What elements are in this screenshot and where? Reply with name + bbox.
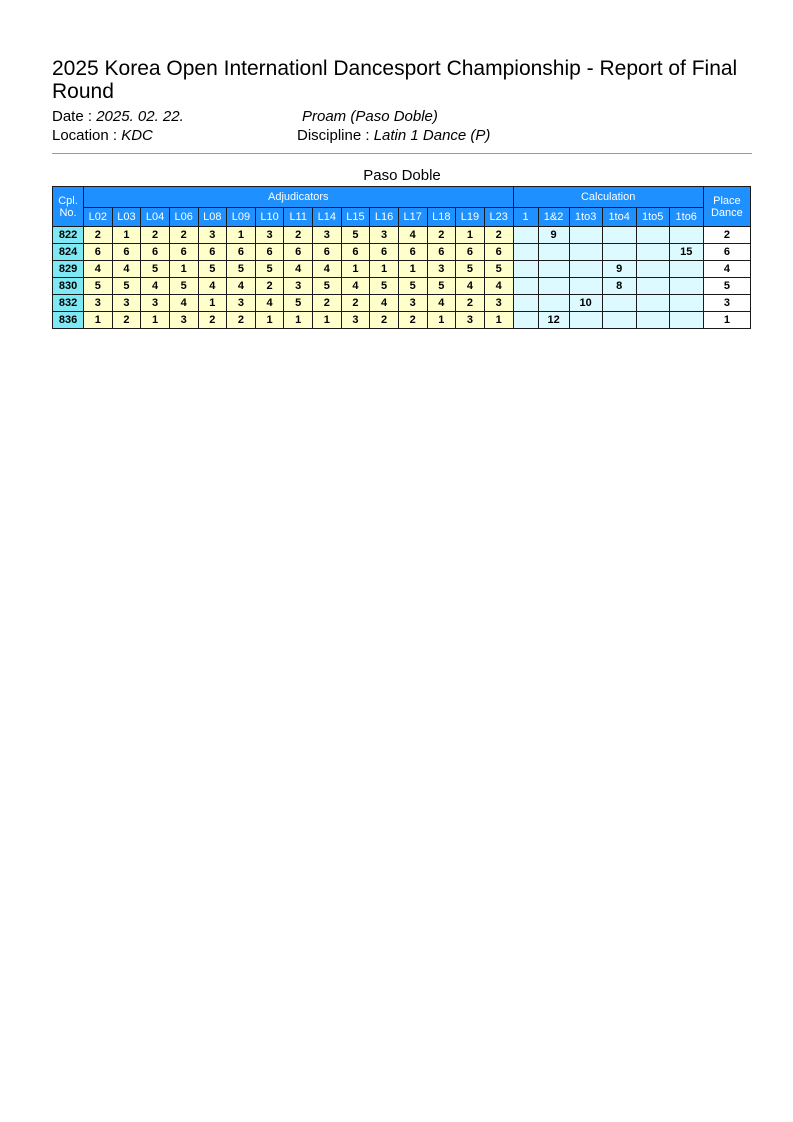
adjudicator-mark: 4 [141, 278, 170, 295]
adjudicator-mark: 2 [341, 295, 370, 312]
adjudicator-mark: 6 [284, 244, 313, 261]
calculation-cell [513, 278, 538, 295]
calculation-cell [636, 227, 669, 244]
calculation-cell: 9 [538, 227, 569, 244]
adjudicator-mark: 6 [112, 244, 141, 261]
adjudicator-mark: 3 [370, 227, 399, 244]
adjudicator-mark: 2 [84, 227, 113, 244]
results-table [52, 186, 751, 329]
adjudicator-header-l15: L15 [341, 208, 370, 227]
calculation-cell: 10 [569, 295, 602, 312]
adjudicator-mark: 2 [255, 278, 284, 295]
adjudicator-header-l17: L17 [398, 208, 427, 227]
adjudicator-mark: 2 [112, 312, 141, 329]
calculation-cell [538, 244, 569, 261]
couple-number: 832 [53, 295, 84, 312]
couple-row [53, 244, 751, 261]
calculation-cell [636, 312, 669, 329]
place-dance: 6 [703, 244, 750, 261]
calculation-cell [569, 244, 602, 261]
calc-column-header: 1 [513, 208, 538, 227]
adjudicator-mark: 4 [341, 278, 370, 295]
couple-row [53, 312, 751, 329]
adjudicator-mark: 3 [484, 295, 513, 312]
adjudicator-mark: 2 [198, 312, 227, 329]
adjudicator-mark: 5 [227, 261, 256, 278]
couple-row [53, 261, 751, 278]
calculation-cell: 8 [602, 278, 636, 295]
adjudicator-mark: 5 [341, 227, 370, 244]
calc-column-header: 1to4 [602, 208, 636, 227]
adjudicator-header-l23: L23 [484, 208, 513, 227]
adjudicator-header-l11: L11 [284, 208, 313, 227]
calculation-cell [513, 312, 538, 329]
adjudicator-mark: 1 [427, 312, 456, 329]
adjudicator-mark: 5 [456, 261, 485, 278]
calc-column-header: 1to3 [569, 208, 602, 227]
adjudicator-mark: 6 [484, 244, 513, 261]
adjudicator-mark: 3 [313, 227, 342, 244]
adjudicator-mark: 1 [141, 312, 170, 329]
adjudicator-mark: 6 [427, 244, 456, 261]
place-dance: 1 [703, 312, 750, 329]
calculation-cell [538, 261, 569, 278]
adjudicator-mark: 2 [284, 227, 313, 244]
adjudicator-mark: 4 [313, 261, 342, 278]
date-value: 2025. 02. 22. [96, 108, 184, 125]
calculation-cell [602, 244, 636, 261]
discipline-line [297, 127, 490, 145]
calculation-cell [669, 295, 703, 312]
adjudicator-mark: 3 [341, 312, 370, 329]
calculation-cell [602, 312, 636, 329]
adjudicator-mark: 5 [398, 278, 427, 295]
adjudicator-mark: 1 [84, 312, 113, 329]
couple-row [53, 227, 751, 244]
adjudicator-mark: 6 [341, 244, 370, 261]
discipline-label: Discipline : [297, 127, 370, 144]
adjudicator-mark: 2 [456, 295, 485, 312]
adjudicator-mark: 6 [227, 244, 256, 261]
calculation-cell [602, 227, 636, 244]
calculation-cell: 15 [669, 244, 703, 261]
event-name: Proam (Paso Doble) [302, 108, 438, 125]
adjudicator-mark: 6 [313, 244, 342, 261]
calc-column-header: 1&2 [538, 208, 569, 227]
adjudicator-mark: 1 [456, 227, 485, 244]
adjudicator-mark: 5 [313, 278, 342, 295]
couple-row [53, 278, 751, 295]
calculation-cell [636, 244, 669, 261]
adjudicator-mark: 6 [255, 244, 284, 261]
adjudicator-mark: 3 [112, 295, 141, 312]
adjudicator-mark: 1 [313, 312, 342, 329]
adjudicator-mark: 5 [169, 278, 198, 295]
couple-number: 824 [53, 244, 84, 261]
adjudicator-mark: 5 [84, 278, 113, 295]
location-label: Location : [52, 127, 118, 144]
adjudicator-mark: 6 [198, 244, 227, 261]
adjudicator-mark: 2 [427, 227, 456, 244]
adjudicators-header: Adjudicators [84, 187, 514, 208]
calc-column-header: 1to6 [669, 208, 703, 227]
place-header-line2: Dance [710, 206, 743, 219]
adjudicator-mark: 2 [398, 312, 427, 329]
adjudicator-mark: 3 [456, 312, 485, 329]
adjudicator-mark: 4 [198, 278, 227, 295]
adjudicator-header-l10: L10 [255, 208, 284, 227]
place-header-line1: Place [713, 194, 741, 207]
adjudicator-mark: 4 [484, 278, 513, 295]
adjudicator-mark: 4 [227, 278, 256, 295]
adjudicator-mark: 1 [284, 312, 313, 329]
adjudicator-mark: 5 [141, 261, 170, 278]
couple-number: 836 [53, 312, 84, 329]
calculation-cell [513, 227, 538, 244]
adjudicator-mark: 1 [227, 227, 256, 244]
place-dance: 2 [703, 227, 750, 244]
adjudicator-header-l04: L04 [141, 208, 170, 227]
adjudicator-mark: 2 [484, 227, 513, 244]
adjudicator-mark: 2 [169, 227, 198, 244]
calc-column-header: 1to5 [636, 208, 669, 227]
adjudicator-header-l16: L16 [370, 208, 399, 227]
adjudicator-mark: 6 [141, 244, 170, 261]
place-header [703, 187, 750, 227]
adjudicator-mark: 1 [198, 295, 227, 312]
place-dance: 5 [703, 278, 750, 295]
report-title: 2025 Korea Open Internationl Dancesport Championship - Report of Final Round [52, 57, 738, 103]
adjudicator-mark: 3 [84, 295, 113, 312]
adjudicator-mark: 5 [427, 278, 456, 295]
adjudicator-mark: 2 [370, 312, 399, 329]
calculation-cell: 12 [538, 312, 569, 329]
adjudicator-mark: 1 [169, 261, 198, 278]
adjudicator-header-l18: L18 [427, 208, 456, 227]
adjudicator-mark: 5 [198, 261, 227, 278]
adjudicator-header-l03: L03 [112, 208, 141, 227]
adjudicator-mark: 3 [169, 312, 198, 329]
adjudicator-mark: 1 [484, 312, 513, 329]
location-line [52, 127, 153, 145]
adjudicator-mark: 5 [370, 278, 399, 295]
calculation-header: Calculation [513, 187, 703, 208]
adjudicator-mark: 6 [169, 244, 198, 261]
adjudicator-header-l06: L06 [169, 208, 198, 227]
calculation-cell: 9 [602, 261, 636, 278]
calculation-cell [669, 261, 703, 278]
adjudicator-mark: 2 [313, 295, 342, 312]
adjudicator-mark: 6 [84, 244, 113, 261]
calculation-cell [538, 278, 569, 295]
adjudicator-mark: 5 [284, 295, 313, 312]
discipline-value: Latin 1 Dance (P) [373, 127, 491, 144]
adjudicator-header-l09: L09 [227, 208, 256, 227]
adjudicator-mark: 1 [341, 261, 370, 278]
calculation-cell [513, 295, 538, 312]
adjudicator-header-l14: L14 [313, 208, 342, 227]
couple-number: 830 [53, 278, 84, 295]
adjudicator-mark: 4 [284, 261, 313, 278]
calculation-cell [569, 261, 602, 278]
calculation-cell [569, 312, 602, 329]
adjudicator-mark: 3 [255, 227, 284, 244]
cpl-header [53, 187, 84, 227]
couple-number: 829 [53, 261, 84, 278]
cpl-header-line2: No. [59, 206, 77, 219]
event-line [302, 108, 438, 126]
adjudicator-header-l19: L19 [456, 208, 485, 227]
place-dance: 4 [703, 261, 750, 278]
adjudicator-mark: 4 [427, 295, 456, 312]
dance-title: Paso Doble [363, 167, 441, 184]
adjudicator-mark: 5 [484, 261, 513, 278]
location-value: KDC [121, 127, 153, 144]
adjudicator-mark: 4 [112, 261, 141, 278]
adjudicator-mark: 4 [398, 227, 427, 244]
adjudicator-mark: 3 [227, 295, 256, 312]
adjudicator-header-l08: L08 [198, 208, 227, 227]
results-body [53, 227, 751, 329]
calculation-cell [636, 278, 669, 295]
adjudicator-mark: 4 [255, 295, 284, 312]
couple-row [53, 295, 751, 312]
adjudicator-mark: 3 [427, 261, 456, 278]
adjudicator-mark: 4 [169, 295, 198, 312]
calculation-cell [669, 227, 703, 244]
adjudicator-mark: 5 [255, 261, 284, 278]
calculation-cell [636, 261, 669, 278]
adjudicator-mark: 1 [398, 261, 427, 278]
adjudicator-mark: 2 [141, 227, 170, 244]
calculation-cell [513, 261, 538, 278]
adjudicator-mark: 1 [112, 227, 141, 244]
adjudicator-mark: 4 [370, 295, 399, 312]
adjudicator-header-l02: L02 [84, 208, 113, 227]
calculation-cell [669, 312, 703, 329]
date-line [52, 108, 184, 126]
adjudicator-mark: 6 [398, 244, 427, 261]
header-divider [52, 153, 752, 154]
adjudicator-mark: 1 [370, 261, 399, 278]
adjudicator-mark: 2 [227, 312, 256, 329]
couple-number: 822 [53, 227, 84, 244]
calculation-cell [569, 227, 602, 244]
cpl-header-line1: Cpl. [58, 194, 78, 207]
place-dance: 3 [703, 295, 750, 312]
date-label: Date : [52, 108, 93, 125]
calculation-cell [569, 278, 602, 295]
calculation-cell [602, 295, 636, 312]
adjudicator-mark: 3 [141, 295, 170, 312]
adjudicator-mark: 4 [84, 261, 113, 278]
adjudicator-mark: 3 [284, 278, 313, 295]
calculation-cell [669, 278, 703, 295]
adjudicator-mark: 3 [398, 295, 427, 312]
adjudicator-mark: 4 [456, 278, 485, 295]
calculation-cell [636, 295, 669, 312]
adjudicator-mark: 3 [198, 227, 227, 244]
adjudicator-mark: 6 [370, 244, 399, 261]
sub-header-row [53, 208, 751, 227]
adjudicator-mark: 1 [255, 312, 284, 329]
calculation-cell [538, 295, 569, 312]
adjudicator-mark: 6 [456, 244, 485, 261]
calculation-cell [513, 244, 538, 261]
adjudicator-mark: 5 [112, 278, 141, 295]
